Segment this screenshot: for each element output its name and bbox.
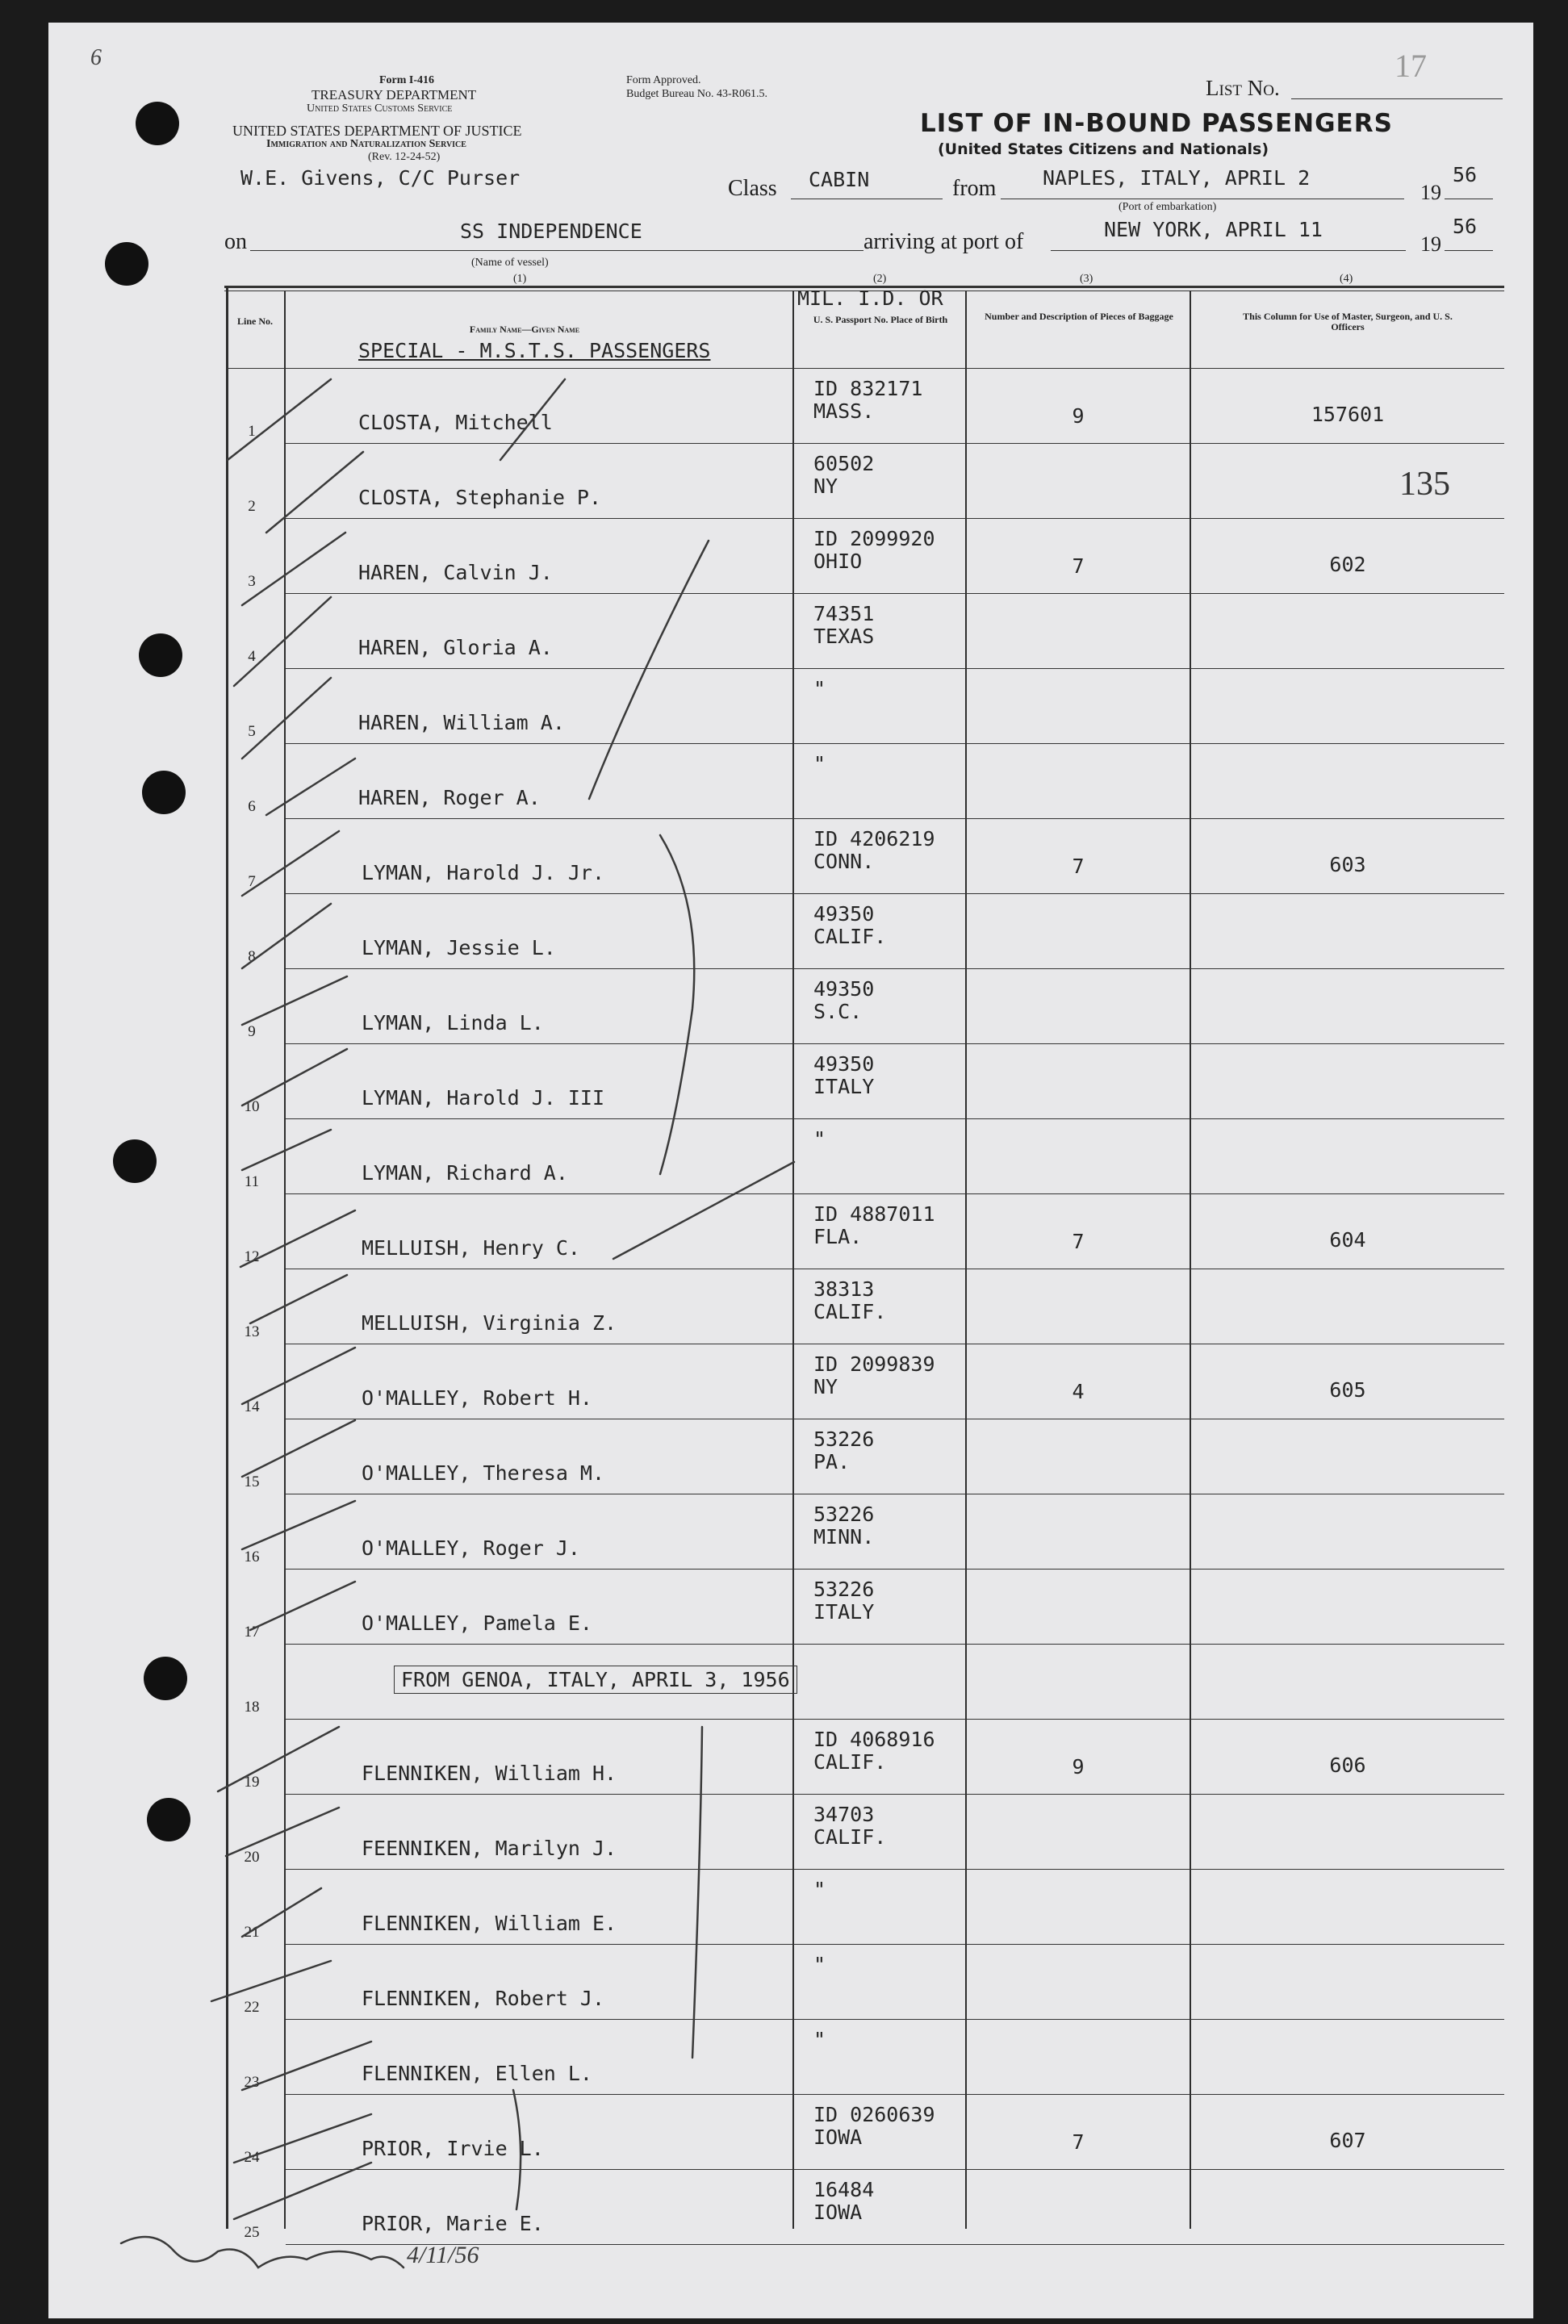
- binder-hole: [136, 102, 179, 145]
- list-no-field: [1291, 98, 1503, 99]
- officer-number: 602: [1329, 553, 1366, 576]
- place-of-birth: PA.: [813, 1450, 851, 1473]
- year-prefix-2: 19: [1420, 232, 1441, 256]
- passenger-name: CLOSTA, Mitchell: [358, 411, 553, 434]
- passenger-name: MELLUISH, Henry C.: [362, 1236, 580, 1260]
- row-divider: [286, 968, 1504, 969]
- rev-label: (Rev. 12-24-52): [368, 151, 441, 163]
- form-approved: Form Approved.: [626, 74, 701, 86]
- place-of-birth: CONN.: [813, 850, 875, 873]
- row-divider: [286, 1869, 1504, 1870]
- id-number: ": [813, 1127, 826, 1151]
- corner-mark: 6: [90, 45, 102, 70]
- place-of-birth: FLA.: [813, 1225, 863, 1248]
- passenger-name: LYMAN, Jessie L.: [362, 936, 556, 959]
- col-header-baggage: Number and Description of Pieces of Baggage: [985, 311, 1173, 322]
- row-divider: [286, 668, 1504, 669]
- row-divider: [286, 1719, 1504, 1720]
- arrival-port: NEW YORK, APRIL 11: [1104, 218, 1323, 241]
- vessel-caption: (Name of vessel): [471, 257, 549, 269]
- baggage-count: 7: [1072, 554, 1085, 578]
- row-divider: [286, 443, 1504, 444]
- class-label: Class: [728, 176, 777, 201]
- passenger-name: PRIOR, Marie E.: [362, 2212, 544, 2235]
- id-number: ": [813, 1953, 826, 1976]
- document-page: [48, 23, 1533, 2318]
- row-divider: [286, 2094, 1504, 2095]
- place-of-birth: CALIF.: [813, 925, 887, 948]
- row-divider: [286, 1794, 1504, 1795]
- genoa-note: FROM GENOA, ITALY, APRIL 3, 1956: [394, 1666, 797, 1694]
- line-number: 15: [244, 1473, 260, 1490]
- row-divider: [286, 593, 1504, 594]
- officer-number: 157601: [1311, 403, 1385, 426]
- id-number: 74351: [813, 602, 875, 625]
- col-header-id: U. S. Passport No. Place of Birth: [813, 314, 948, 325]
- baggage-count: 9: [1072, 404, 1085, 428]
- line-number: 6: [248, 798, 256, 815]
- id-number: 49350: [813, 977, 875, 1001]
- place-of-birth: CALIF.: [813, 1825, 887, 1849]
- id-number: ID 2099920: [813, 527, 935, 550]
- baggage-count: 7: [1072, 2130, 1085, 2154]
- row-divider: [286, 1944, 1504, 1945]
- officer-number: 606: [1329, 1753, 1366, 1777]
- passenger-name: FLENNIKEN, Robert J.: [362, 1987, 605, 2010]
- line-number: 8: [248, 948, 256, 965]
- budget-bureau: Budget Bureau No. 43-R061.5.: [626, 88, 767, 100]
- table-left-border: [226, 286, 228, 2229]
- passenger-name: LYMAN, Linda L.: [362, 1011, 544, 1035]
- id-number: 53226: [813, 1427, 875, 1451]
- row-divider: [286, 1043, 1504, 1044]
- year-prefix-1: 19: [1420, 181, 1441, 204]
- col-num-1: (1): [513, 273, 527, 285]
- line-number: 13: [244, 1323, 260, 1340]
- column-divider-name: [792, 290, 794, 2229]
- row-divider: [286, 1193, 1504, 1194]
- row-divider: [286, 1644, 1504, 1645]
- from-label: from: [952, 176, 997, 201]
- place-of-birth: CALIF.: [813, 1300, 887, 1323]
- row-divider: [286, 2169, 1504, 2170]
- line-number: 1: [248, 423, 256, 440]
- id-number: ID 0260639: [813, 2103, 935, 2126]
- arriving-label: arriving at port of: [863, 229, 1024, 254]
- id-number: 34703: [813, 1803, 875, 1826]
- officer-number: 607: [1329, 2129, 1366, 2152]
- place-of-birth: IOWA: [813, 2201, 863, 2224]
- row-divider: [286, 1118, 1504, 1119]
- header-bottom-border: [226, 368, 1504, 369]
- id-number: 49350: [813, 902, 875, 926]
- row-divider: [286, 893, 1504, 894]
- ins-label: Immigration and Naturalization Service: [266, 138, 466, 150]
- signature-date: 4/11/56: [407, 2242, 479, 2268]
- column-divider-lineno: [284, 290, 286, 2229]
- group-heading: SPECIAL - M.S.T.S. PASSENGERS: [358, 339, 711, 362]
- line-number: 5: [248, 723, 256, 740]
- list-no-label: List No.: [1206, 76, 1280, 100]
- id-number: 53226: [813, 1578, 875, 1601]
- passenger-name: CLOSTA, Stephanie P.: [358, 486, 602, 509]
- handwritten-135: 135: [1399, 466, 1450, 503]
- place-of-birth: IOWA: [813, 2125, 863, 2149]
- row-divider: [286, 1569, 1504, 1570]
- justice-label: UNITED STATES DEPARTMENT OF JUSTICE: [232, 123, 522, 139]
- from-value: NAPLES, ITALY, APRIL 2: [1043, 166, 1311, 190]
- row-divider: [286, 743, 1504, 744]
- col-header-id-typed: MIL. I.D. OR: [797, 286, 943, 310]
- vessel-field: [250, 250, 863, 251]
- purser-name: W.E. Givens, C/C Purser: [240, 166, 521, 190]
- list-subtitle: (United States Citizens and Nationals): [938, 140, 1269, 158]
- col-num-4: (4): [1340, 273, 1353, 285]
- line-number: 14: [244, 1398, 260, 1415]
- passenger-name: FLENNIKEN, William H.: [362, 1762, 617, 1785]
- line-number: 16: [244, 1549, 260, 1565]
- binder-hole: [139, 633, 182, 677]
- passenger-name: HAREN, Gloria A.: [358, 636, 553, 659]
- id-number: ID 832171: [813, 377, 923, 400]
- col-num-3: (3): [1080, 273, 1093, 285]
- id-number: ID 2099839: [813, 1352, 935, 1376]
- place-of-birth: NY: [813, 1375, 838, 1398]
- vessel-name: SS INDEPENDENCE: [460, 219, 642, 243]
- officer-number: 603: [1329, 853, 1366, 876]
- passenger-name: O'MALLEY, Theresa M.: [362, 1461, 605, 1485]
- place-of-birth: ITALY: [813, 1600, 875, 1624]
- place-of-birth: MINN.: [813, 1525, 875, 1549]
- col-header-officers: This Column for Use of Master, Surgeon, and U. S. Officers: [1243, 311, 1453, 332]
- col-header-name: Family Name—Given Name: [469, 324, 580, 335]
- passenger-name: HAREN, Roger A.: [358, 786, 541, 809]
- binder-hole: [113, 1139, 157, 1183]
- row-divider: [286, 518, 1504, 519]
- line-number: 4: [248, 648, 256, 665]
- list-title: LIST OF IN-BOUND PASSENGERS: [920, 109, 1393, 138]
- passenger-name: O'MALLEY, Robert H.: [362, 1386, 592, 1410]
- page-number: 17: [1394, 48, 1427, 84]
- id-number: ID 4206219: [813, 827, 935, 851]
- id-number: ID 4887011: [813, 1202, 935, 1226]
- passenger-name: HAREN, Calvin J.: [358, 561, 553, 584]
- id-number: 49350: [813, 1052, 875, 1076]
- passenger-name: HAREN, William A.: [358, 711, 565, 734]
- baggage-count: 7: [1072, 1230, 1085, 1253]
- col-num-2: (2): [873, 273, 887, 285]
- passenger-name: PRIOR, Irvie L.: [362, 2137, 544, 2160]
- id-number: ID 4068916: [813, 1728, 935, 1751]
- officer-number: 605: [1329, 1378, 1366, 1402]
- line-number: 10: [244, 1098, 260, 1115]
- passenger-name: O'MALLEY, Roger J.: [362, 1536, 580, 1560]
- column-divider-baggage: [1190, 290, 1191, 2229]
- line-number: 7: [248, 873, 256, 890]
- column-divider-id: [965, 290, 967, 2229]
- place-of-birth: NY: [813, 474, 838, 498]
- place-of-birth: CALIF.: [813, 1750, 887, 1774]
- passenger-name: FLENNIKEN, Ellen L.: [362, 2062, 592, 2085]
- place-of-birth: S.C.: [813, 1000, 863, 1023]
- passenger-name: O'MALLEY, Pamela E.: [362, 1611, 592, 1635]
- line-number: 3: [248, 573, 256, 590]
- year-2: 56: [1453, 215, 1478, 238]
- line-number: 22: [244, 1999, 260, 2016]
- row-divider: [286, 2019, 1504, 2020]
- line-number: 20: [244, 1849, 260, 1866]
- line-number: 11: [244, 1173, 260, 1190]
- treasury-label: TREASURY DEPARTMENT: [312, 87, 477, 102]
- binder-hole: [105, 242, 148, 286]
- form-id: Form I-416: [379, 74, 435, 86]
- passenger-name: FEENNIKEN, Marilyn J.: [362, 1837, 617, 1860]
- row-divider: [286, 818, 1504, 819]
- binder-hole: [142, 771, 186, 814]
- passenger-name: MELLUISH, Virginia Z.: [362, 1311, 617, 1335]
- place-of-birth: OHIO: [813, 550, 863, 573]
- id-number: 38313: [813, 1277, 875, 1301]
- baggage-count: 7: [1072, 855, 1085, 878]
- line-number: 18: [244, 1699, 260, 1716]
- id-number: ": [813, 1878, 826, 1901]
- line-number: 12: [244, 1248, 260, 1265]
- passenger-name: LYMAN, Harold J. III: [362, 1086, 605, 1110]
- on-label: on: [224, 229, 247, 254]
- passenger-name: FLENNIKEN, William E.: [362, 1912, 617, 1935]
- baggage-count: 4: [1072, 1380, 1085, 1403]
- line-number: 17: [244, 1624, 260, 1641]
- line-number: 9: [248, 1023, 256, 1040]
- year-field-2: [1445, 250, 1493, 251]
- officer-number: 604: [1329, 1228, 1366, 1252]
- id-number: ": [813, 752, 826, 775]
- id-number: 16484: [813, 2178, 875, 2201]
- baggage-count: 9: [1072, 1755, 1085, 1779]
- line-number: 24: [244, 2149, 260, 2166]
- year-1: 56: [1453, 163, 1478, 186]
- binder-hole: [147, 1798, 190, 1841]
- place-of-birth: MASS.: [813, 399, 875, 423]
- id-number: ": [813, 2028, 826, 2051]
- customs-label: United States Customs Service: [307, 102, 453, 115]
- class-value: CABIN: [809, 168, 870, 191]
- col-header-lineno: Line No.: [236, 316, 273, 327]
- place-of-birth: ITALY: [813, 1075, 875, 1098]
- binder-hole: [144, 1657, 187, 1700]
- id-number: ": [813, 677, 826, 700]
- passenger-name: LYMAN, Harold J. Jr.: [362, 861, 605, 884]
- line-number: 2: [248, 498, 256, 515]
- line-number: 23: [244, 2074, 260, 2091]
- place-of-birth: TEXAS: [813, 625, 875, 648]
- arrival-field: [1051, 250, 1406, 251]
- passenger-name: LYMAN, Richard A.: [362, 1161, 568, 1185]
- line-number: 21: [244, 1924, 260, 1941]
- id-number: 53226: [813, 1503, 875, 1526]
- id-number: 60502: [813, 452, 875, 475]
- embark-caption: (Port of embarkation): [1119, 201, 1217, 213]
- line-number: 25: [244, 2224, 260, 2241]
- line-number: 19: [244, 1774, 260, 1791]
